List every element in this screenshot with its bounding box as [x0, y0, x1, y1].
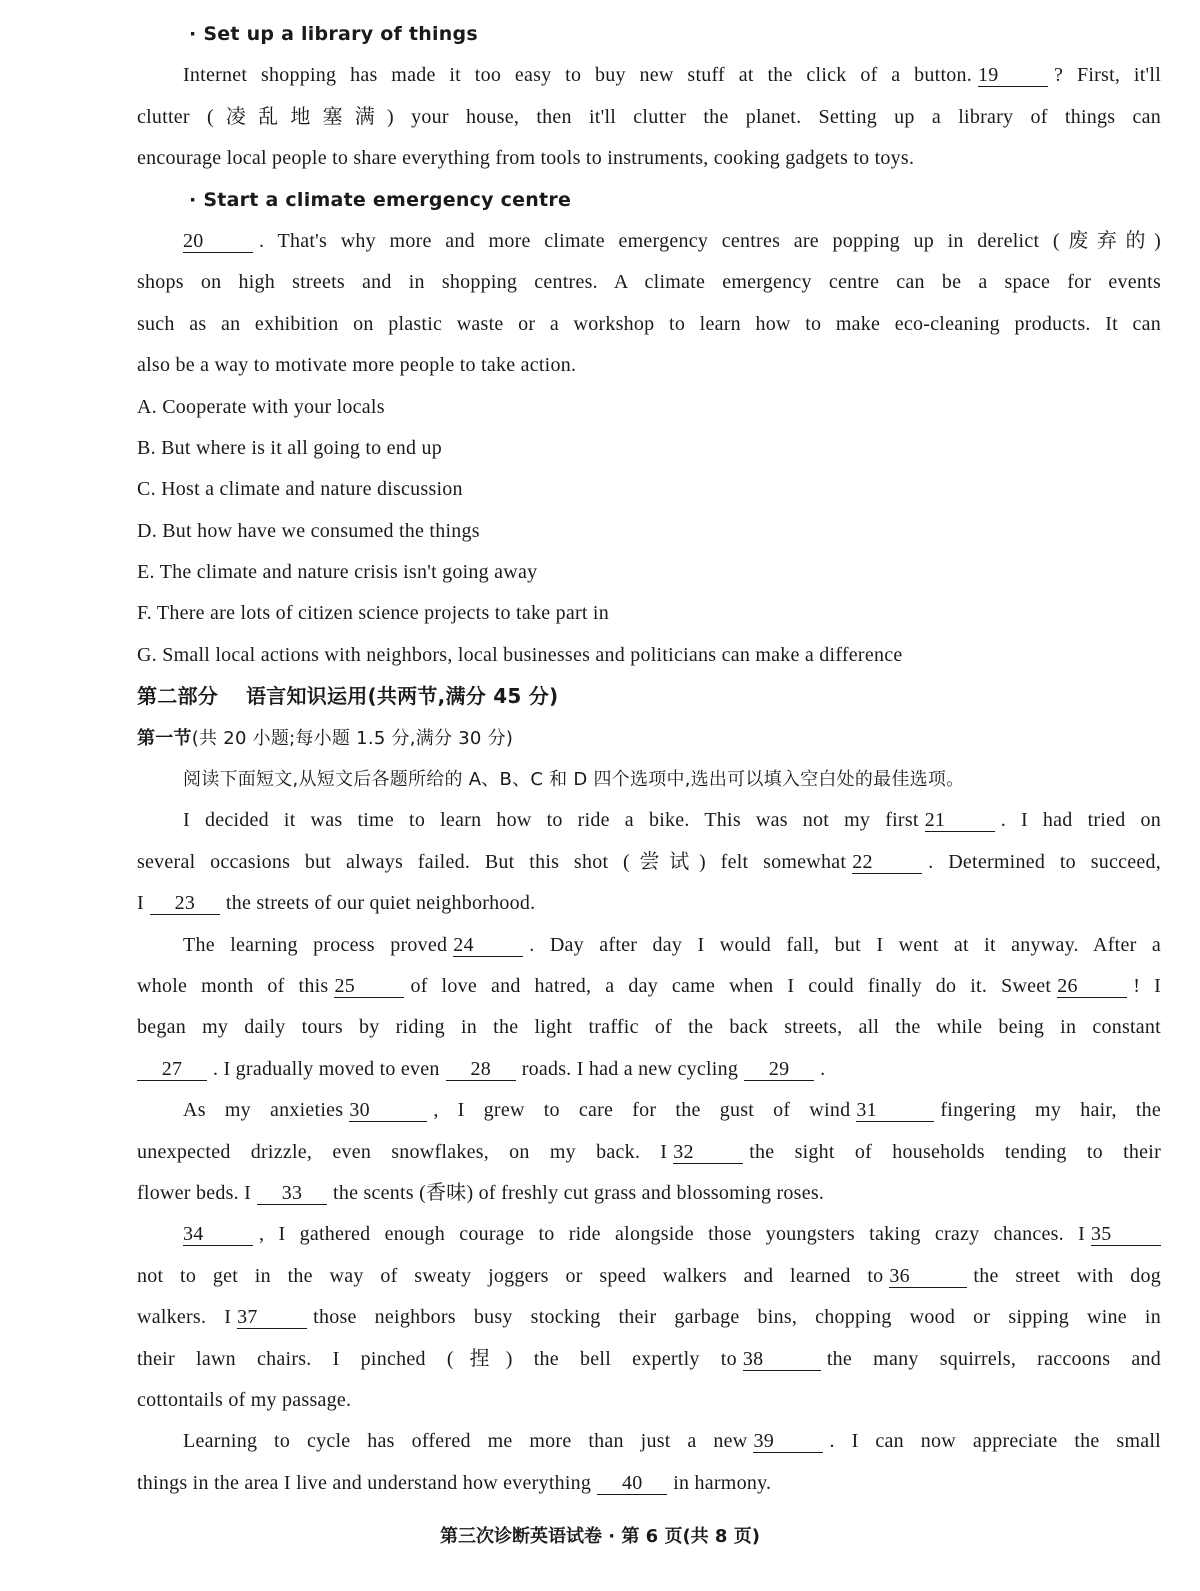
text-segment: . Day after day I would fall, but I went at it anyway. After a	[529, 933, 1161, 956]
option-c: C. Host a climate and nature discussion	[137, 478, 463, 501]
paragraph-line: clutter (凌乱地塞满) your house, then it'll clutter the planet. Setting up a library of things can	[137, 105, 1161, 128]
blank-25: 25	[334, 975, 404, 998]
text-segment: Internet shopping has made it too easy to buy new stuff at the click of a button.	[183, 64, 973, 87]
paragraph-line: shops on high streets and in shopping centres. A climate emergency centre can be a space for events	[137, 271, 1161, 294]
paragraph-line	[137, 1214, 1161, 1255]
text-segment: ! I	[1133, 974, 1162, 997]
option-b: B. But where is it all going to end up	[137, 436, 443, 459]
option-e: E. The climate and nature crisis isn't going away	[137, 561, 538, 584]
paragraph-line	[137, 1049, 1161, 1090]
blank-32: 32	[673, 1141, 743, 1164]
paragraph-line: began my daily tours by riding in the light traffic of the back streets, all the while being in constant	[137, 1016, 1161, 1039]
text-segment: . I can now appreciate the small	[829, 1430, 1161, 1453]
text-segment: unexpected drizzle, even snowflakes, on my back. I	[137, 1140, 668, 1163]
blank-39: 39	[753, 1430, 823, 1453]
text-segment: fingering my hair, the	[940, 1099, 1162, 1122]
text-segment: I	[137, 892, 144, 915]
paragraph-line: cottontails of my passage.	[137, 1388, 352, 1411]
text-segment: . That's why more and more climate emergency centres are popping up in derelict (废弃的)	[259, 229, 1161, 252]
section-one-title	[137, 718, 1161, 759]
paragraph-line	[137, 221, 1161, 262]
text-segment: in harmony.	[673, 1471, 772, 1494]
blank-34: 34	[183, 1223, 253, 1246]
blank-35: 35	[1091, 1223, 1161, 1246]
text-segment: not to get in the way of sweaty joggers or speed walkers and learned to	[137, 1264, 884, 1287]
instruction: 阅读下面短文,从短文后各题所给的 A、B、C 和 D 四个选项中,选出可以填入空白处的最佳选项。	[183, 769, 965, 791]
blank-33: 33	[257, 1182, 327, 1205]
text-segment: the streets of our quiet neighborhood.	[225, 892, 536, 915]
section-label: 第一节	[137, 727, 192, 749]
blank-31: 31	[856, 1099, 934, 1122]
text-segment: the scents (香味) of freshly cut grass and blossoming roses.	[333, 1181, 825, 1204]
text-segment: several occasions but always failed. But this shot (尝试) felt somewhat	[137, 850, 847, 873]
blank-21: 21	[925, 809, 995, 832]
option-f: F. There are lots of citizen science projects to take part in	[137, 602, 609, 625]
paragraph-line	[137, 966, 1161, 1007]
blank-19: 19	[978, 64, 1048, 87]
heading-climate-emergency-centre: · Start a climate emergency centre	[189, 188, 572, 211]
text-segment: the street with dog	[973, 1264, 1161, 1287]
option-g: G. Small local actions with neighbors, local businesses and politicians can make a difference	[137, 643, 903, 666]
blank-27: 27	[137, 1058, 207, 1081]
text-segment: walkers. I	[137, 1306, 232, 1329]
heading-library-of-things: · Set up a library of things	[189, 23, 478, 45]
paragraph-line: also be a way to motivate more people to take action.	[137, 354, 577, 377]
blank-28: 28	[446, 1058, 516, 1081]
blank-37: 37	[237, 1306, 307, 1329]
blank-20: 20	[183, 230, 253, 253]
text-segment: things in the area I live and understand how everything	[137, 1471, 592, 1494]
paragraph-line	[137, 1421, 1161, 1462]
text-segment: their lawn chairs. I pinched (捏) the bell expertly to	[137, 1347, 737, 1370]
text-segment: The learning process proved	[183, 933, 448, 956]
paragraph-line: such as an exhibition on plastic waste or a workshop to learn how to make eco-cleaning products. It can	[137, 312, 1161, 335]
page-footer: 第三次诊断英语试卷 · 第 6 页(共 8 页)	[440, 1526, 760, 1547]
paragraph-line: encourage local people to share everything from tools to instruments, cooking gadgets to toys.	[137, 147, 915, 170]
text-segment: whole month of this	[137, 974, 329, 997]
blank-23: 23	[150, 892, 220, 915]
paragraph-line	[137, 842, 1161, 883]
text-segment: those neighbors busy stocking their garbage bins, chopping wood or sipping wine in	[313, 1306, 1161, 1329]
option-a: A. Cooperate with your locals	[137, 395, 385, 418]
paragraph-line	[137, 883, 1161, 924]
paragraph-line	[137, 1090, 1161, 1131]
blank-26: 26	[1057, 975, 1127, 998]
paragraph-line	[137, 55, 1161, 96]
text-segment: , I gathered enough courage to ride alongside those youngsters taking crazy chances. I	[259, 1223, 1085, 1246]
text-segment: ? First, it'll	[1054, 64, 1161, 87]
blank-38: 38	[743, 1348, 821, 1371]
blank-30: 30	[349, 1099, 427, 1122]
part-two-title	[137, 676, 1161, 717]
paragraph-line	[137, 1173, 1161, 1214]
text-segment: . I had tried on	[1000, 809, 1162, 832]
text-segment: As my anxieties	[183, 1099, 344, 1122]
blank-29: 29	[744, 1058, 814, 1081]
paragraph-line	[137, 800, 1161, 841]
text-segment: the many squirrels, raccoons and	[826, 1347, 1161, 1370]
section-description: (共 20 小题;每小题 1.5 分,满分 30 分)	[191, 727, 514, 749]
paragraph-line	[137, 925, 1161, 966]
paragraph-line	[137, 1339, 1161, 1380]
exam-page	[137, 14, 1161, 1504]
blank-40: 40	[597, 1472, 667, 1495]
part-description: 语言知识运用(共两节,满分 45 分)	[246, 684, 559, 709]
text-segment: the sight of households tending to their	[749, 1140, 1161, 1163]
option-d: D. But how have we consumed the things	[137, 519, 480, 542]
blank-22: 22	[852, 851, 922, 874]
paragraph-line	[137, 1297, 1161, 1338]
text-segment: of love and hatred, a day came when I could finally do it. Sweet	[410, 974, 1052, 997]
blank-24: 24	[453, 934, 523, 957]
text-segment: . Determined to succeed,	[928, 850, 1161, 873]
text-segment: , I grew to care for the gust of wind	[433, 1099, 851, 1122]
part-label: 第二部分	[137, 684, 218, 709]
text-segment: Learning to cycle has offered me more than just a new	[183, 1430, 748, 1453]
text-segment: flower beds. I	[137, 1181, 252, 1204]
paragraph-line	[137, 1463, 1161, 1504]
paragraph-line	[137, 1132, 1161, 1173]
text-segment: .	[820, 1057, 826, 1080]
text-segment: roads. I had a new cycling	[521, 1057, 739, 1080]
blank-36: 36	[889, 1265, 967, 1288]
text-segment: . I gradually moved to even	[213, 1057, 440, 1080]
text-segment: I decided it was time to learn how to ride a bike. This was not my first	[183, 809, 919, 832]
paragraph-line	[137, 1256, 1161, 1297]
